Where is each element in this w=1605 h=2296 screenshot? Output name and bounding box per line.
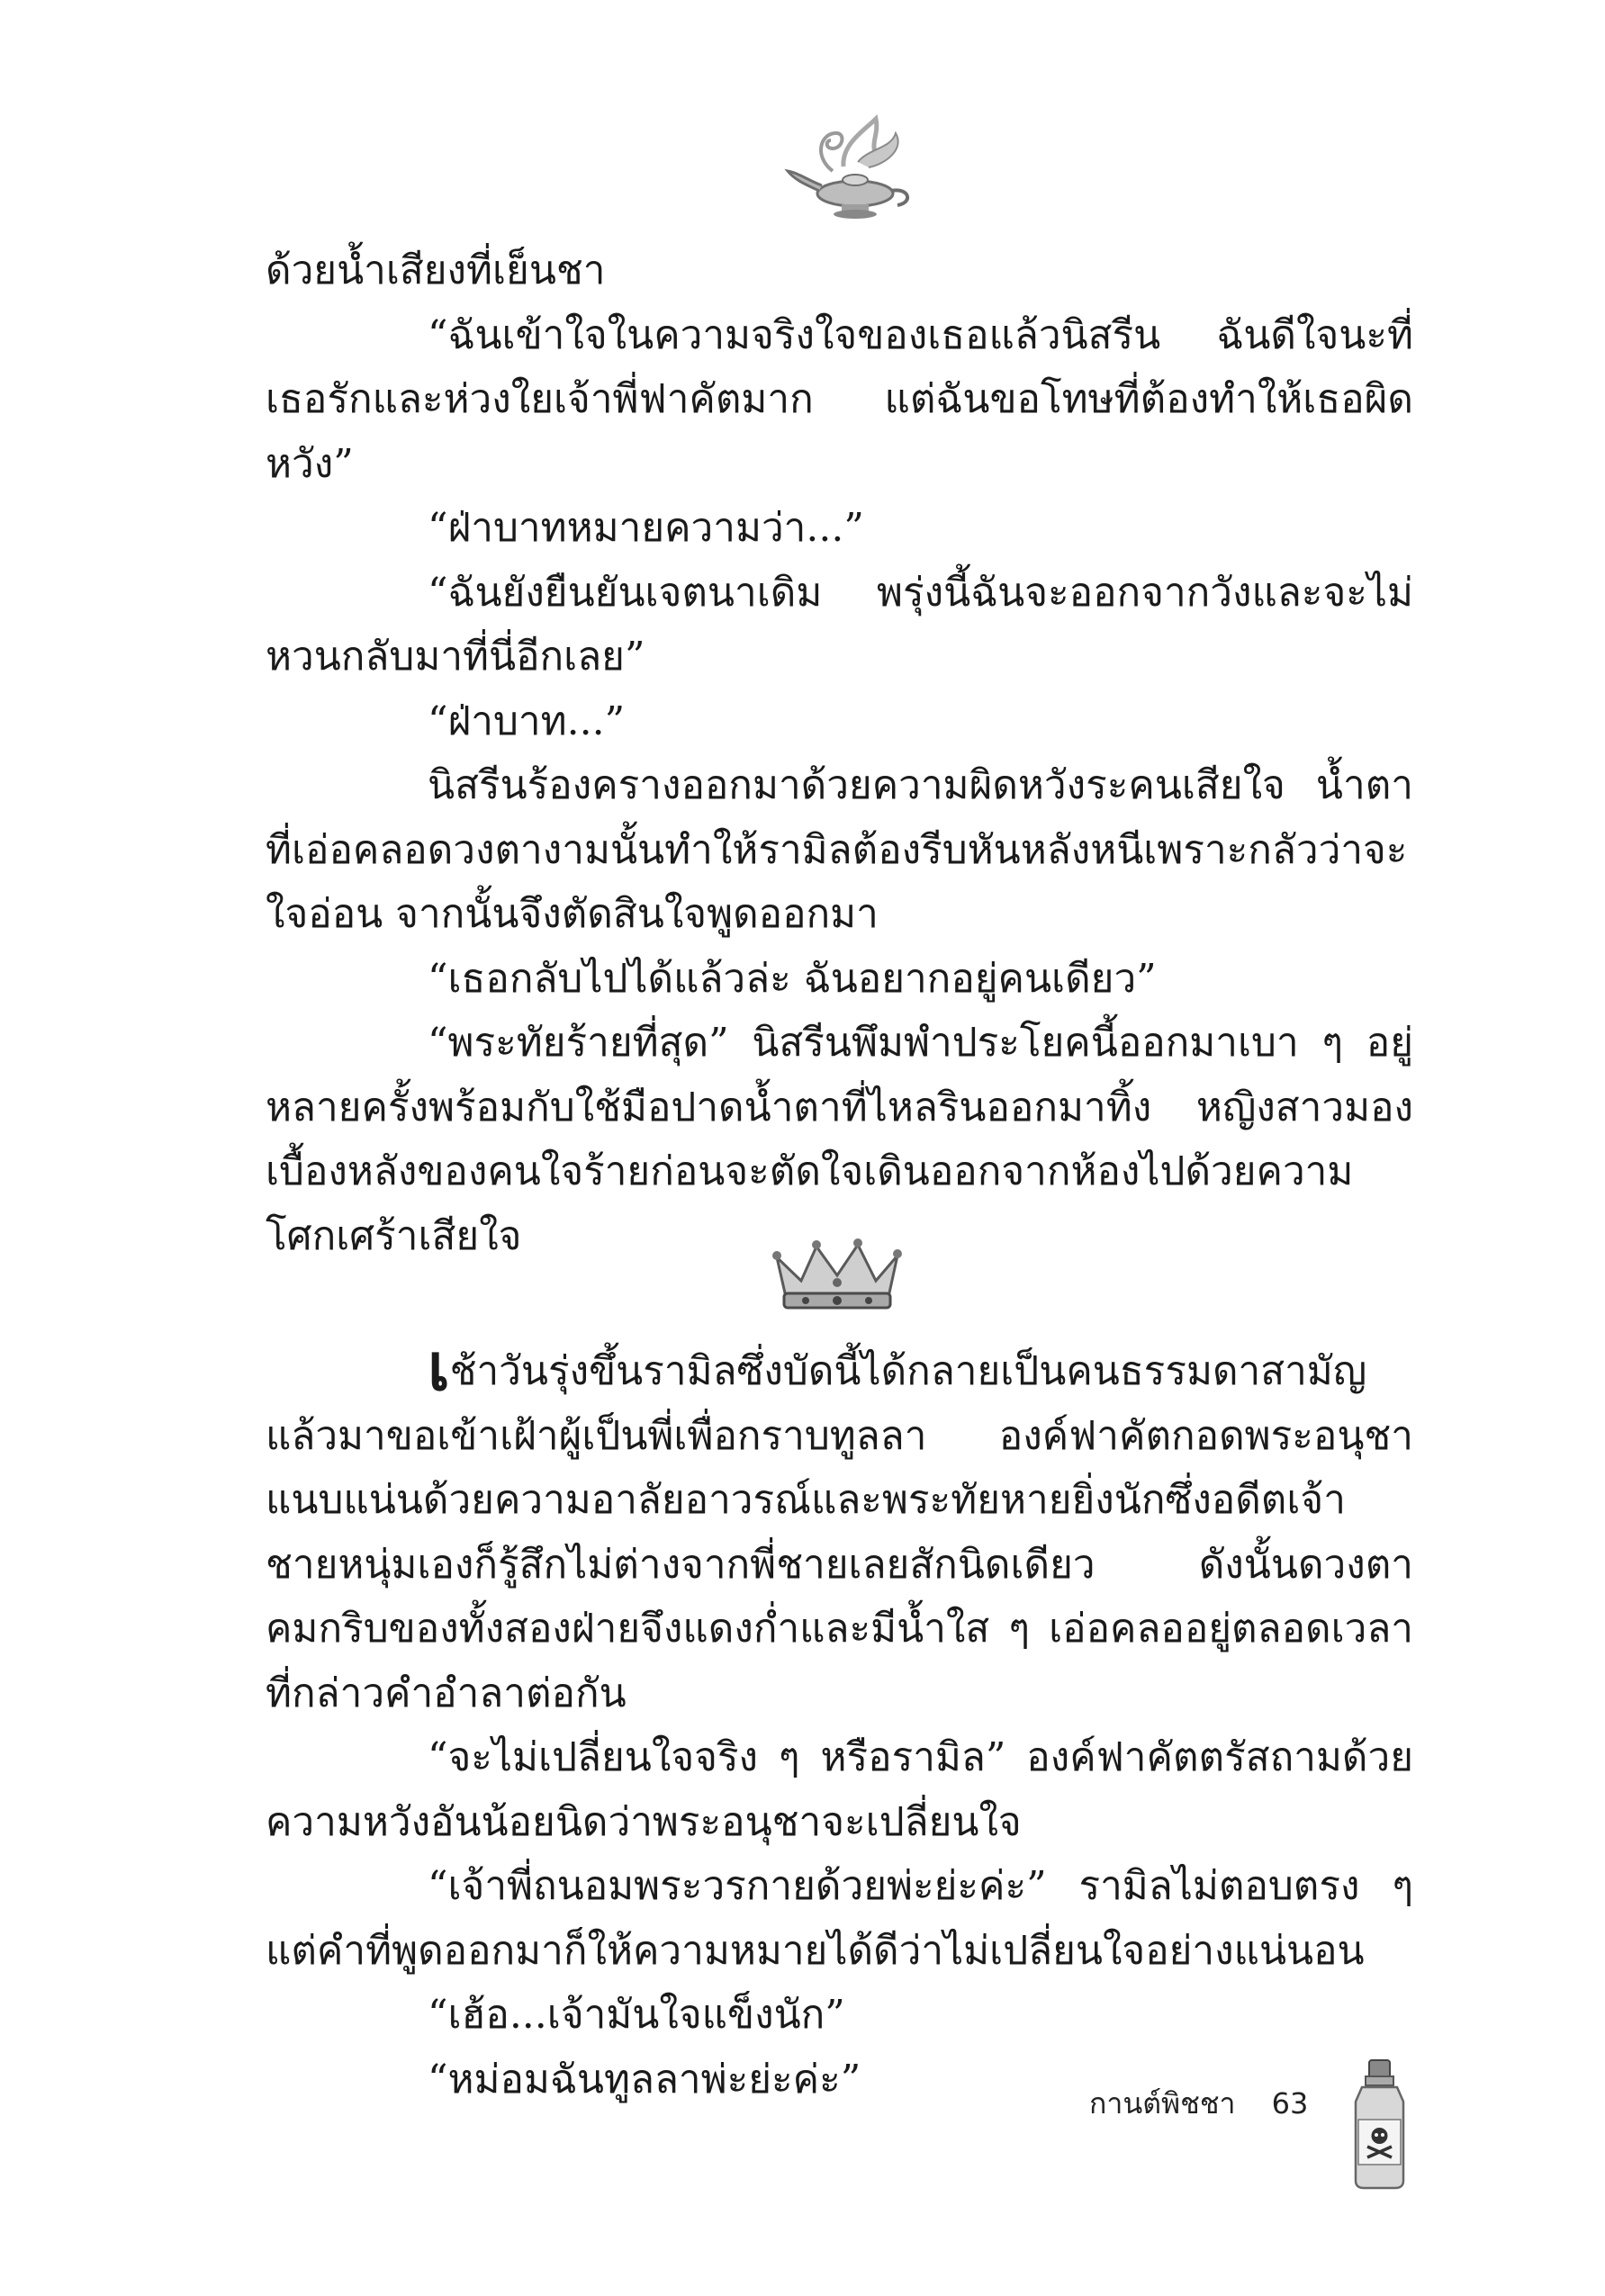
page-footer (1089, 2081, 1308, 2127)
paragraph: “ฉันยังยืนยันเจตนาเดิม พรุ่งนี้ฉันจะออกจากวังและจะไม่หวนกลับมาที่นี่อีกเลย” (266, 569, 1413, 680)
paragraph: “เฮ้อ...เจ้ามันใจแข็งนัก” (428, 1992, 845, 2038)
paragraph: ด้วยน้ำเสียงที่เย็นชา (266, 248, 606, 293)
magic-lamp-icon (779, 108, 923, 225)
paragraph: “ฉันเข้าใจในความจริงใจของเธอแล้วนิสรีน ฉันดีใจนะที่เธอรักและห่วงใยเจ้าพี่ฟาคัตมาก แต่ฉันขอโทษที่ต้องทำให้เธอผิดหวัง” (266, 311, 1413, 487)
paragraph: “พระทัยร้ายที่สุด” นิสรีนพึมพำประโยคนี้ออกมาเบา ๆ อยู่หลายครั้งพร้อมกับใช้มือปาดน้ำตาที่ไหลรินออกมาทิ้ง หญิงสาวมองเบื้องหลังของคนใจร้ายก่อนจะตัดใจเดินออกจากห้องไปด้วยความโศกเศร้าเสียใจ (266, 1020, 1413, 1259)
paragraph: นิสรีนร้องครางออกมาด้วยความผิดหวังระคนเสียใจ น้ำตาที่เอ่อคลอดวงตางามนั้นทำให้รามิลต้องรีบหันหลังหนีเพราะกลัวว่าจะใจอ่อน จากนั้นจึงตัดสินใจพูดออกมา (266, 762, 1413, 937)
paragraph: “เธอกลับไปได้แล้วล่ะ ฉันอยากอยู่คนเดียว” (428, 955, 1157, 1002)
running-head: กานต์พิชชา (1089, 2086, 1236, 2120)
page-number: 63 (1271, 2086, 1309, 2120)
drop-cap: เ (428, 1328, 450, 1405)
crown-icon (770, 1238, 905, 1314)
text-section-2 (266, 1328, 1413, 2111)
text-section-1 (266, 239, 1413, 1268)
paragraph: “ฝ่าบาทหมายความว่า...” (428, 505, 864, 551)
paragraph: “ฝ่าบาท...” (428, 698, 626, 744)
paragraph-text: ช้าวันรุ่งขึ้นรามิลซึ่งบัดนี้ได้กลายเป็นคนธรรมดาสามัญแล้วมาขอเข้าเฝ้าผู้เป็นพี่เพื่อกราบทูลลา องค์ฟาคัตกอดพระอนุชาแนบแน่นด้วยความอาลัยอาวรณ์และพระทัยหายยิ่งนักซึ่งอดีตเจ้าชายหนุ่มเองก็รู้สึกไม่ต่างจากพี่ชายเลยสักนิดเดียว ดังนั้นดวงตาคมกริบของทั้งสองฝ่ายจึงแดงก่ำและมีน้ำใส ๆ เอ่อคลออยู่ตลอดเวลาที่กล่าวคำอำลาต่อกัน (266, 1348, 1413, 1716)
paragraph: “จะไม่เปลี่ยนใจจริง ๆ หรือรามิล” องค์ฟาคัตตรัสถามด้วยความหวังอันน้อยนิดว่าพระอนุชาจะเปลี่ยนใจ (266, 1734, 1413, 1845)
paragraph: “หม่อมฉันทูลลาพ่ะย่ะค่ะ” (428, 2056, 861, 2102)
poison-bottle-icon (1346, 2057, 1413, 2192)
paragraph: “เจ้าพี่ถนอมพระวรกายด้วยพ่ะย่ะค่ะ” รามิลไม่ตอบตรง ๆ แต่คำที่พูดออกมาก็ให้ความหมายได้ดีว่าไม่เปลี่ยนใจอย่างแน่นอน (266, 1863, 1413, 1974)
paragraph (266, 1328, 1413, 1725)
